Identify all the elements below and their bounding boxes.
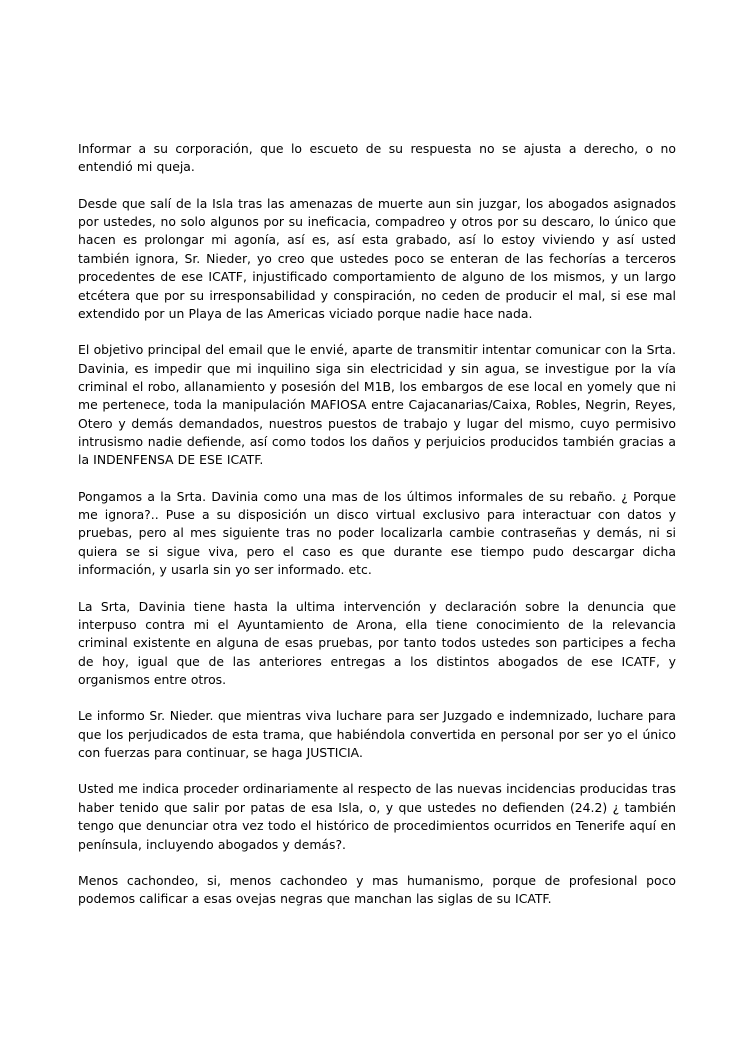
paragraph: El objetivo principal del email que le envié, aparte de transmitir intentar comunicar con la Srta. Davinia, es impedir que mi inquilino siga sin electricidad y sin agua, se investigue por la vía criminal el robo, allanamiento y posesión del M1B, los embargos de ese local en yomely que ni me pertenece, toda la manipulación MAFIOSA entre Cajacanarias/Caixa, Robles, Negrin, Reyes, Otero y demás demandados, nuestros puestos de trabajo y lugar del mismo, cuyo permisivo intrusismo nadie defiende, así como todos los daños y perjuicios producidos también gracias a la INDENFENSA DE ESE ICATF. xyxy=(78,342,676,468)
paragraph: Desde que salí de la Isla tras las amenazas de muerte aun sin juzgar, los abogados asignados por ustedes, no solo algunos por su ineficacia, compadreo y otros por su descaro, lo único que hacen es prolongar mi agonía, así es, así esta grabado, así lo estoy viviendo y así usted también ignora, Sr. Nieder, yo creo que ustedes poco se enteran de las fechorías a terceros procedentes de ese ICATF, injustificado comportamiento de alguno de los mismos, y un largo etcétera que por su irresponsabilidad y conspiración, no ceden de producir el mal, si ese mal extendido por un Playa de las Americas viciado porque nadie hace nada. xyxy=(78,195,676,321)
paragraph: Menos cachondeo, si, menos cachondeo y mas humanismo, porque de profesional poco podemos calificar a esas ovejas negras que manchan las siglas de su ICATF. xyxy=(78,872,676,907)
paragraph: Usted me indica proceder ordinariamente al respecto de las nuevas incidencias producidas tras haber tenido que salir por patas de esa Isla, o, y que ustedes no defienden (24.2) ¿ también tengo que denunciar otra vez todo el histórico de procedimientos ocurridos en Tenerife aquí en península, incluyendo abogados y demás?. xyxy=(78,781,676,852)
paragraph: Le informo Sr. Nieder. que mientras viva luchare para ser Juzgado e indemnizado, luchare para que los perjudicados de esta trama, que habiéndola convertida en personal por ser yo el único con fuerzas para continuar, se haga JUSTICIA. xyxy=(78,708,676,761)
paragraph: Pongamos a la Srta. Davinia como una mas de los últimos informales de su rebaño. ¿ Porque me ignora?.. Puse a su disposición un disco virtual exclusivo para interactuar con datos y pruebas, pero al mes siguiente tras no poder localizarla cambie contraseñas y demás, ni si quiera se si sigue viva, pero el caso es que durante ese tiempo pudo descargar dicha información, y usarla sin yo ser informado. etc. xyxy=(78,488,676,578)
paragraph: La Srta, Davinia tiene hasta la ultima intervención y declaración sobre la denuncia que interpuso contra mi el Ayuntamiento de Arona, ella tiene conocimiento de la relevancia criminal existente en alguna de esas pruebas, por tanto todos ustedes son participes a fecha de hoy, igual que de las anteriores entregas a los distintos abogados de ese ICATF, y organismos entre otros. xyxy=(78,598,676,687)
paragraph: Informar a su corporación, que lo escueto de su respuesta no se ajusta a derecho, o no entendió mi queja. xyxy=(78,141,676,175)
document-body xyxy=(78,140,676,909)
